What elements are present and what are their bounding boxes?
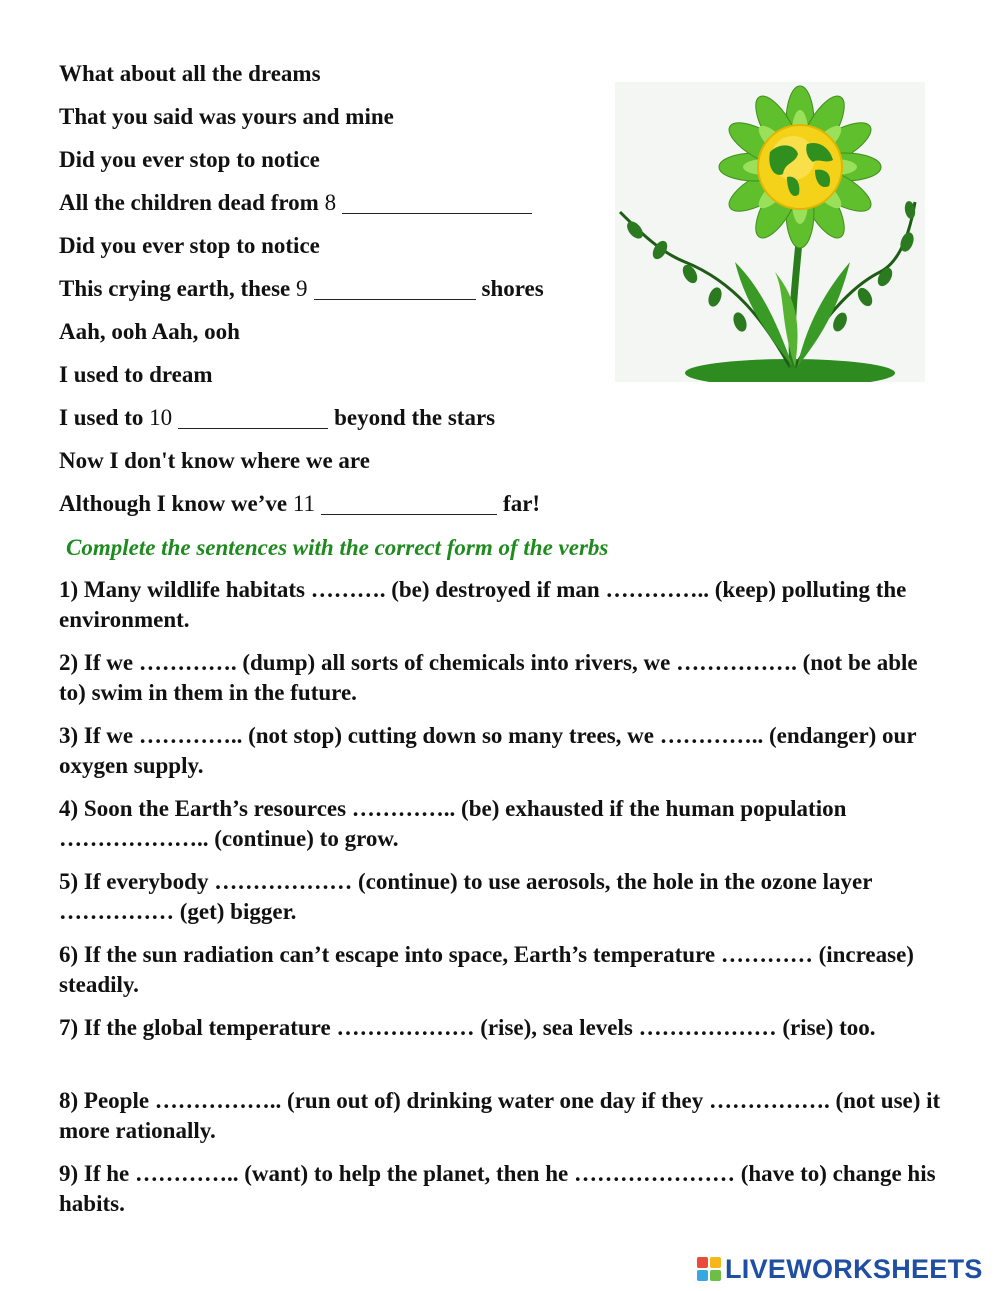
lyric-text: far! [503,491,541,516]
logo-square [697,1270,708,1281]
logo-square [710,1257,721,1268]
exercise-item: 7) If the global temperature ……………… (rise), sea levels ……………… (rise) too. [59,1015,876,1040]
exercise-item: 9) If he ………….. (want) to help the planet, then he ………………… (have to) change his habits. [59,1161,936,1216]
answer-blank[interactable] [342,195,532,214]
lyric-line-gap-8 [59,188,538,218]
lyric-line: That you said was yours and mine [59,104,394,129]
lyric-text: All the children dead from [59,190,325,215]
exercise-item: 1) Many wildlife habitats ………. (be) destroyed if man ………….. (keep) polluting the environment. [59,577,907,632]
answer-blank[interactable] [321,496,497,515]
instruction-heading: Complete the sentences with the correct form of the verbs [66,535,609,560]
gap-number: 9 [296,276,308,301]
answer-blank[interactable] [314,281,476,300]
exercise-item: 2) If we …………. (dump) all sorts of chemicals into rivers, we ……………. (not be able to) swim in them in the future. [59,650,918,705]
exercise-item: 3) If we ………….. (not stop) cutting down so many trees, we ………….. (endanger) our oxygen supply. [59,723,917,778]
lyric-line: Did you ever stop to notice [59,233,320,258]
lyric-line-gap-11 [59,489,540,519]
logo-text: LIVEWORKSHEETS [725,1253,983,1284]
exercise-item: 5) If everybody ……………… (continue) to use aerosols, the hole in the ozone layer …………… (get) bigger. [59,869,873,924]
lyric-text: beyond the stars [334,405,496,430]
lyric-text: I used to [59,405,150,430]
lyric-line-gap-9 [59,274,544,304]
exercise-item: 4) Soon the Earth’s resources ………….. (be) exhausted if the human population ……………….. (continue) to grow. [59,796,847,851]
lyric-text: Although I know we’ve [59,491,293,516]
lyric-line: Did you ever stop to notice [59,147,320,172]
gap-number: 8 [324,190,337,215]
lyric-line: I used to dream [59,362,213,387]
exercise-item: 6) If the sun radiation can’t escape into space, Earth’s temperature ………… (increase) steadily. [59,942,914,997]
lyric-line: What about all the dreams [59,61,321,86]
lyric-text: This crying earth, these [59,276,297,301]
logo-mark-icon [697,1257,721,1281]
lyric-line-gap-10 [59,403,495,433]
lyric-line: Now I don't know where we are [59,448,370,473]
exercise-item: 8) People …………….. (run out of) drinking water one day if they ……………. (not use) it more rationally. [59,1088,941,1143]
logo-square [697,1257,708,1268]
logo-square [710,1270,721,1281]
liveworksheets-logo[interactable] [697,1252,983,1286]
answer-blank[interactable] [178,410,328,429]
lyric-line: Aah, ooh Aah, ooh [59,319,240,344]
gap-number: 10 [149,405,173,430]
lyric-text: shores [481,276,544,301]
gap-number: 11 [292,491,316,516]
earth-flower-icon [615,82,925,382]
